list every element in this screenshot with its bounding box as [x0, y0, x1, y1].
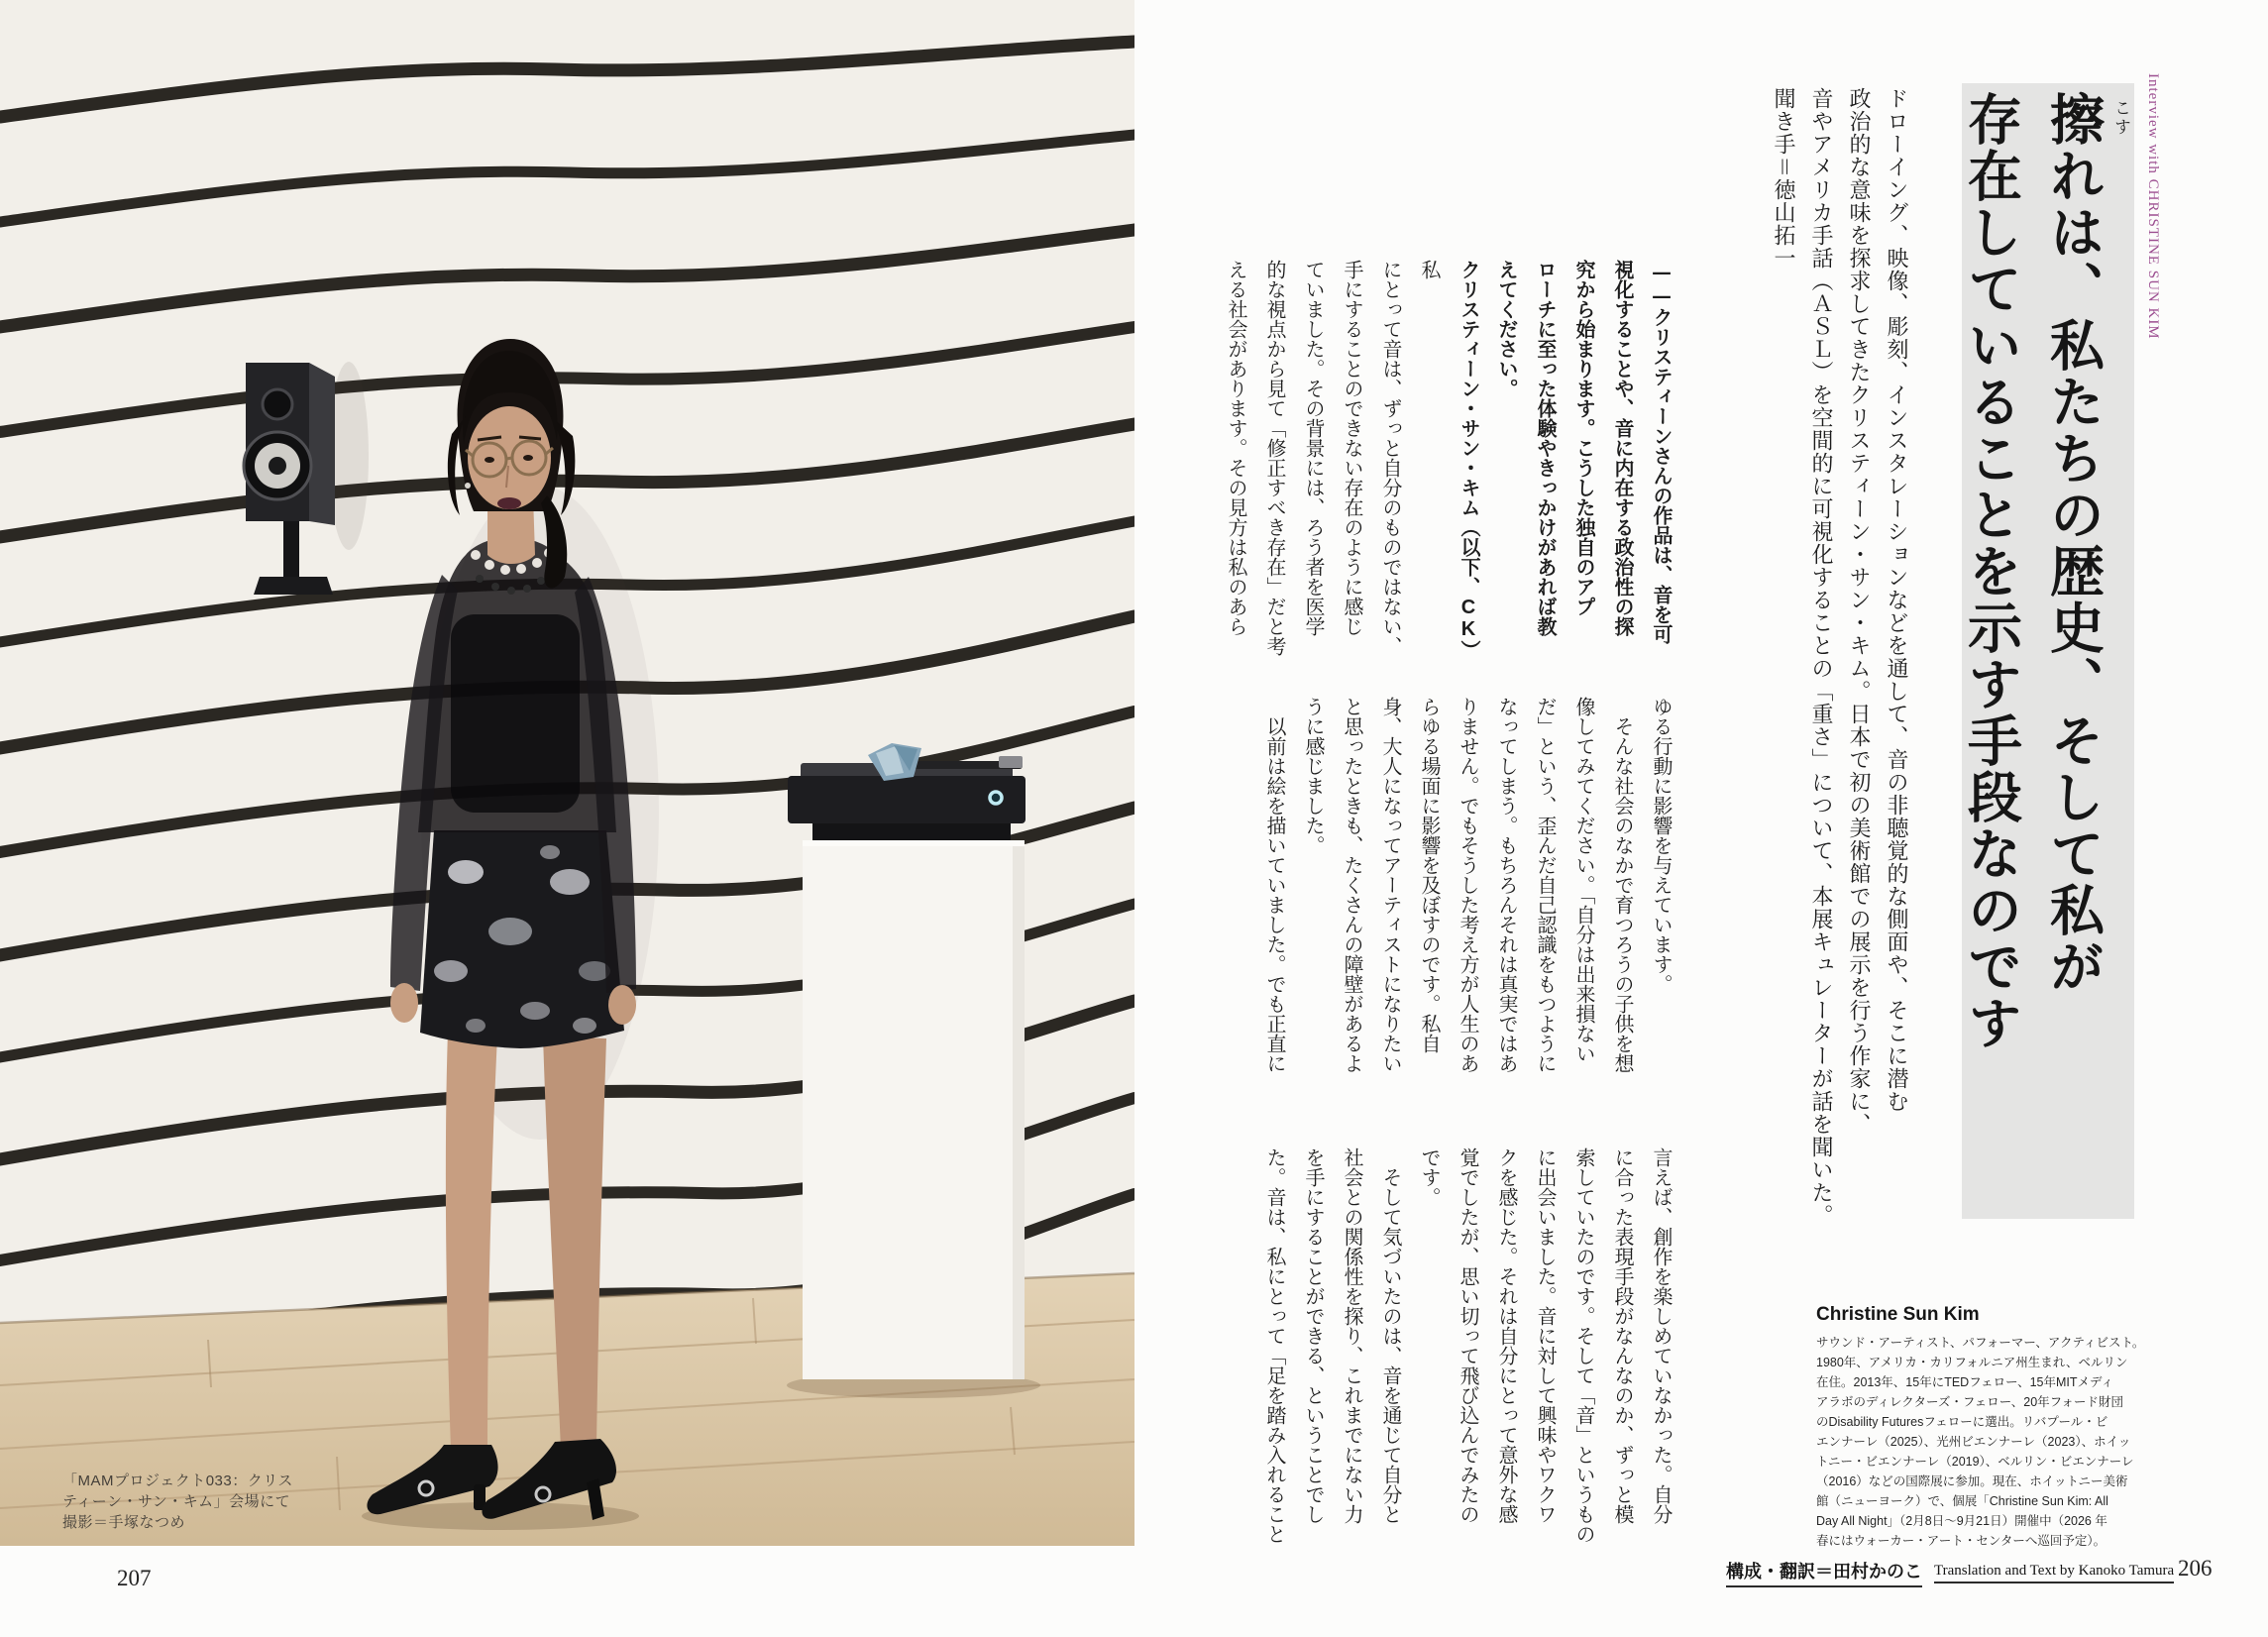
answer-column: うに感じました。: [1302, 697, 1326, 855]
answer-column: だ」という、歪んだ自己認識をもつように: [1534, 697, 1558, 1073]
answer-column: た。音は、私にとって「足を踏み入れること: [1263, 1147, 1287, 1544]
speaker-line: [1410, 260, 1487, 670]
answer-column: 覚でしたが、思い切って飛び込んでみたの: [1457, 1147, 1480, 1524]
credit-english: Translation and Text by Kanoko Tamura: [1934, 1563, 2174, 1583]
answer-column: 以前は絵を描いていました。でも正直に: [1263, 697, 1287, 1073]
answer-column: そして気づいたのは、音を通じて自分と: [1379, 1147, 1403, 1524]
bio-line: トニー・ビエンナーレ（2019）、ベルリン・ビエンナーレ: [1816, 1455, 2134, 1469]
artist-bio: [1816, 1304, 2149, 1551]
answer-columns: [1217, 260, 1410, 670]
bio-line: 在住。2013年、15年にTEDフェロー、15年MITメディ: [1816, 1375, 2114, 1389]
speaker-name: クリスティーン・サン・キム（以下、CK）: [1458, 260, 1479, 650]
page-number-right: 206: [2178, 1556, 2213, 1581]
question-column: 視化することや、音に内在する政治性の探: [1611, 260, 1635, 636]
answer-column: 的な視点から見て「修正すべき存在」だと考: [1263, 260, 1287, 656]
photo-artwork: [0, 0, 1134, 1546]
question-column: 究から始まります。こうした独自のアプ: [1572, 260, 1596, 616]
power-led: [990, 792, 1002, 804]
interview-answer-1: [1217, 260, 1487, 670]
intro-column: 音やアメリカ手話（ＡＳＬ）を空間的に可視化することの「重さ」について、本展キュレーターが話を聞いた。: [1808, 87, 1833, 1227]
answer-column: です。: [1418, 1147, 1442, 1207]
bio-name: Christine Sun Kim: [1816, 1304, 1980, 1325]
intro-paragraph: [1762, 87, 1914, 1266]
answer-column: なってしまう。もちろんそれは真実ではあ: [1495, 697, 1519, 1073]
bio-line: 館（ニューヨーク）で、個展「Christine Sun Kim: All: [1816, 1494, 2108, 1508]
credit-japanese: 構成・翻訳＝田村かのこ: [1726, 1558, 1922, 1587]
answer-column: 手にすることのできない存在のように感じ: [1341, 260, 1364, 636]
answer-column: に出会いました。音に対して興味やワクワ: [1534, 1147, 1558, 1524]
bio-text: [1816, 1333, 2149, 1551]
bio-line: Day All Night」（2月8日〜9月21日）開催中（2026 年: [1816, 1514, 2107, 1528]
intro-column: 聞き手＝徳山拓一: [1771, 87, 1795, 270]
bio-line: サウンド・アーティスト、パフォーマー、アクティビスト。: [1816, 1336, 2145, 1350]
kicker-interview-with: Interview with CHRISTINE SUN KIM: [2145, 73, 2161, 340]
title-furigana: こす: [2111, 99, 2130, 137]
answer-column: える社会があります。その見方は私のあら: [1225, 260, 1248, 636]
answer-column: 言えば、創作を楽しめていなかった。自分: [1650, 1147, 1674, 1524]
title-line-2: 存在していることを示す手段なのです: [1959, 91, 2023, 1051]
answer-column: クを感じた。それは自分にとって意外な感: [1495, 1147, 1519, 1524]
article-title: [1948, 91, 2114, 1171]
question-column: ローチに至った体験やきっかけがあれば教: [1534, 260, 1558, 636]
answer-column: に合った表現手段がなんなのか、ずっと模: [1611, 1147, 1635, 1524]
answer-column: ゆる行動に影響を与えています。: [1650, 697, 1674, 994]
interview-band-3: [1252, 1147, 1680, 1558]
speaker-rest: 私: [1418, 260, 1480, 670]
gallery-photo: [0, 0, 1134, 1546]
intro-column: 政治的な意味を探求してきたクリスティーン・サン・キム。日本で初の美術館での展示を行う作家に、: [1846, 87, 1871, 1136]
answer-column: 索していたのです。そして「音」というもの: [1572, 1147, 1596, 1544]
answer-column: りません。でもそうした考え方が人生のあ: [1457, 697, 1480, 1073]
answer-column: 像してみてください。「自分は出来損ない: [1572, 697, 1596, 1063]
answer-column: 社会との関係性を探り、これまでにない力: [1341, 1147, 1364, 1524]
pedestal: [787, 743, 1040, 1398]
interview-question: [1487, 260, 1680, 670]
speaker-mount: [283, 521, 299, 577]
bio-line: 1980年、アメリカ・カリフォルニア州生まれ、ベルリン: [1816, 1356, 2128, 1369]
bio-line: エンナーレ（2025）、光州ビエンナーレ（2023）、ホイッ: [1816, 1435, 2131, 1449]
caption-line: 撮影＝手塚なつめ: [62, 1514, 186, 1531]
answer-column: そんな社会のなかで育つろうの子供を想: [1611, 697, 1635, 1073]
answer-column: にとって音は、ずっと自分のものではない、: [1379, 260, 1403, 656]
bio-line: 春にはウォーカー・アート・センターへ巡回予定）。: [1816, 1534, 2106, 1548]
answer-column: を手にすることができる、ということでし: [1302, 1147, 1326, 1524]
intro-column: ドローイング、映像、彫刻、インスタレーションなどを通して、音の非聴覚的な側面や、そこに潜む: [1884, 87, 1908, 1113]
answer-column: 身、大人になってアーティストになりたい: [1379, 697, 1403, 1073]
question-column: ——クリスティーンさんの作品は、音を可: [1650, 260, 1674, 644]
interview-band-1: [1225, 260, 1680, 670]
answer-column: らゆる場面に影響を及ぼすのです。私自: [1418, 697, 1442, 1053]
floral-skirt: [420, 830, 624, 1048]
lips: [497, 497, 521, 509]
title-line-1: 擦れは、私たちの歴史、そして私が: [2041, 91, 2106, 995]
caption-line: 「MAMプロジェクト033：クリス: [62, 1473, 293, 1489]
bio-line: アラボのディレクターズ・フェロー、20年フォード財団: [1816, 1395, 2124, 1409]
question-column: えてください。: [1495, 260, 1519, 398]
bio-line: （2016）などの国際展に参加。現在、ホイットニー美術: [1816, 1474, 2128, 1488]
earring: [465, 483, 471, 489]
photo-caption: [62, 1471, 293, 1533]
answer-column: と思ったときも、たくさんの障壁があるよ: [1341, 697, 1364, 1073]
answer-column: ていました。その背景には、ろう者を医学: [1302, 260, 1326, 636]
page-number-left: 207: [117, 1566, 152, 1590]
bio-line: のDisability Futuresフェローに選出。リバプール・ビ: [1816, 1415, 2108, 1429]
interview-band-2: [1252, 697, 1680, 1107]
caption-line: ティーン・サン・キム」会場にて: [62, 1493, 291, 1510]
tweeter: [263, 389, 292, 419]
